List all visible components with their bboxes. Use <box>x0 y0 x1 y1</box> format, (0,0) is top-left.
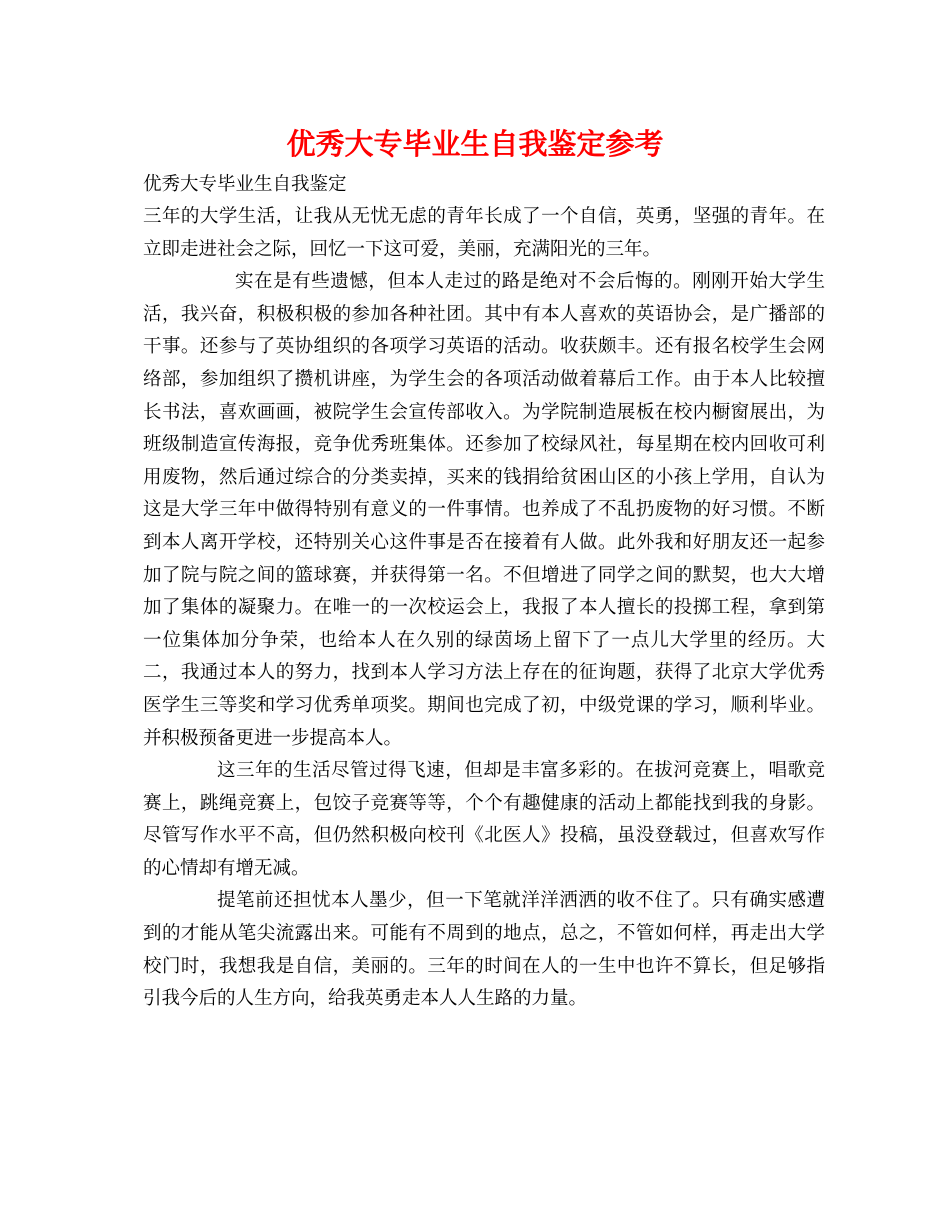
document-title: 优秀大专毕业生自我鉴定参考 <box>286 127 664 161</box>
paragraph-life: 这三年的生活尽管过得飞速，但却是丰富多彩的。在拔河竞赛上，唱歌竞赛上，跳绳竞赛上，包饺子竞赛等等，个个有趣健康的活动上都能找到我的身影。尽管写作水平不高，但仍然积极向校刊《北医人》投稿，虽没登载过，但喜欢写作的心情却有增无减。 <box>143 760 825 879</box>
paragraph-conclusion: 提笔前还担忧本人墨少，但一下笔就洋洋洒洒的收不住了。只有确实感遭到的才能从笔尖流露出来。可能有不周到的地点，总之，不管如何样，再走出大学校门时，我想我是自信，美丽的。三年的时间在人的一生中也许不算长，但足够指引我今后的人生方向，给我英勇走本人人生路的力量。 <box>143 890 825 1010</box>
paragraph-intro: 三年的大学生活，让我从无忧无虑的青年长成了一个自信，英勇，坚强的青年。在立即走进社会之际，回忆一下这可爱，美丽，充满阳光的三年。 <box>143 206 825 260</box>
document-body <box>143 169 825 1016</box>
document-subtitle: 优秀大专毕业生自我鉴定 <box>143 174 347 195</box>
paragraph-activities: 实在是有些遗憾，但本人走过的路是绝对不会后悔的。刚刚开始大学生活，我兴奋，积极积极的参加各种社团。其中有本人喜欢的英语协会，是广播部的干事。还参与了英协组织的各项学习英语的活动。收获颇丰。还有报名校学生会网络部，参加组织了攒机讲座，为学生会的各项活动做着幕后工作。由于本人比较擅长书法，喜欢画画，被院学生会宣传部收入。为学院制造展板在校内橱窗展出，为班级制造宣传海报，竞争优秀班集体。还参加了校绿风社，每星期在校内回收可利用废物，然后通过综合的分类卖掉，买来的钱捐给贫困山区的小孩上学用，自认为这是大学三年中做得特别有意义的一件事情。也养成了不乱扔废物的好习惯。不断到本人离开学校，还特别关心这件事是否在接着有人做。此外我和好朋友还一起参加了院与院之间的篮球赛，并获得第一名。不但增进了同学之间的默契，也大大增加了集体的凝聚力。在唯一的一次校运会上，我报了本人擅长的投掷工程，拿到第一位集体加分争荣，也给本人在久别的绿茵场上留下了一点儿大学里的经历。大二，我通过本人的努力，找到本人学习方法上存在的征询题，获得了北京大学优秀医学生三等奖和学习优秀单项奖。期间也完成了初，中级党课的学习，顺利毕业。并积极预备更进一步提高本人。 <box>143 271 825 749</box>
